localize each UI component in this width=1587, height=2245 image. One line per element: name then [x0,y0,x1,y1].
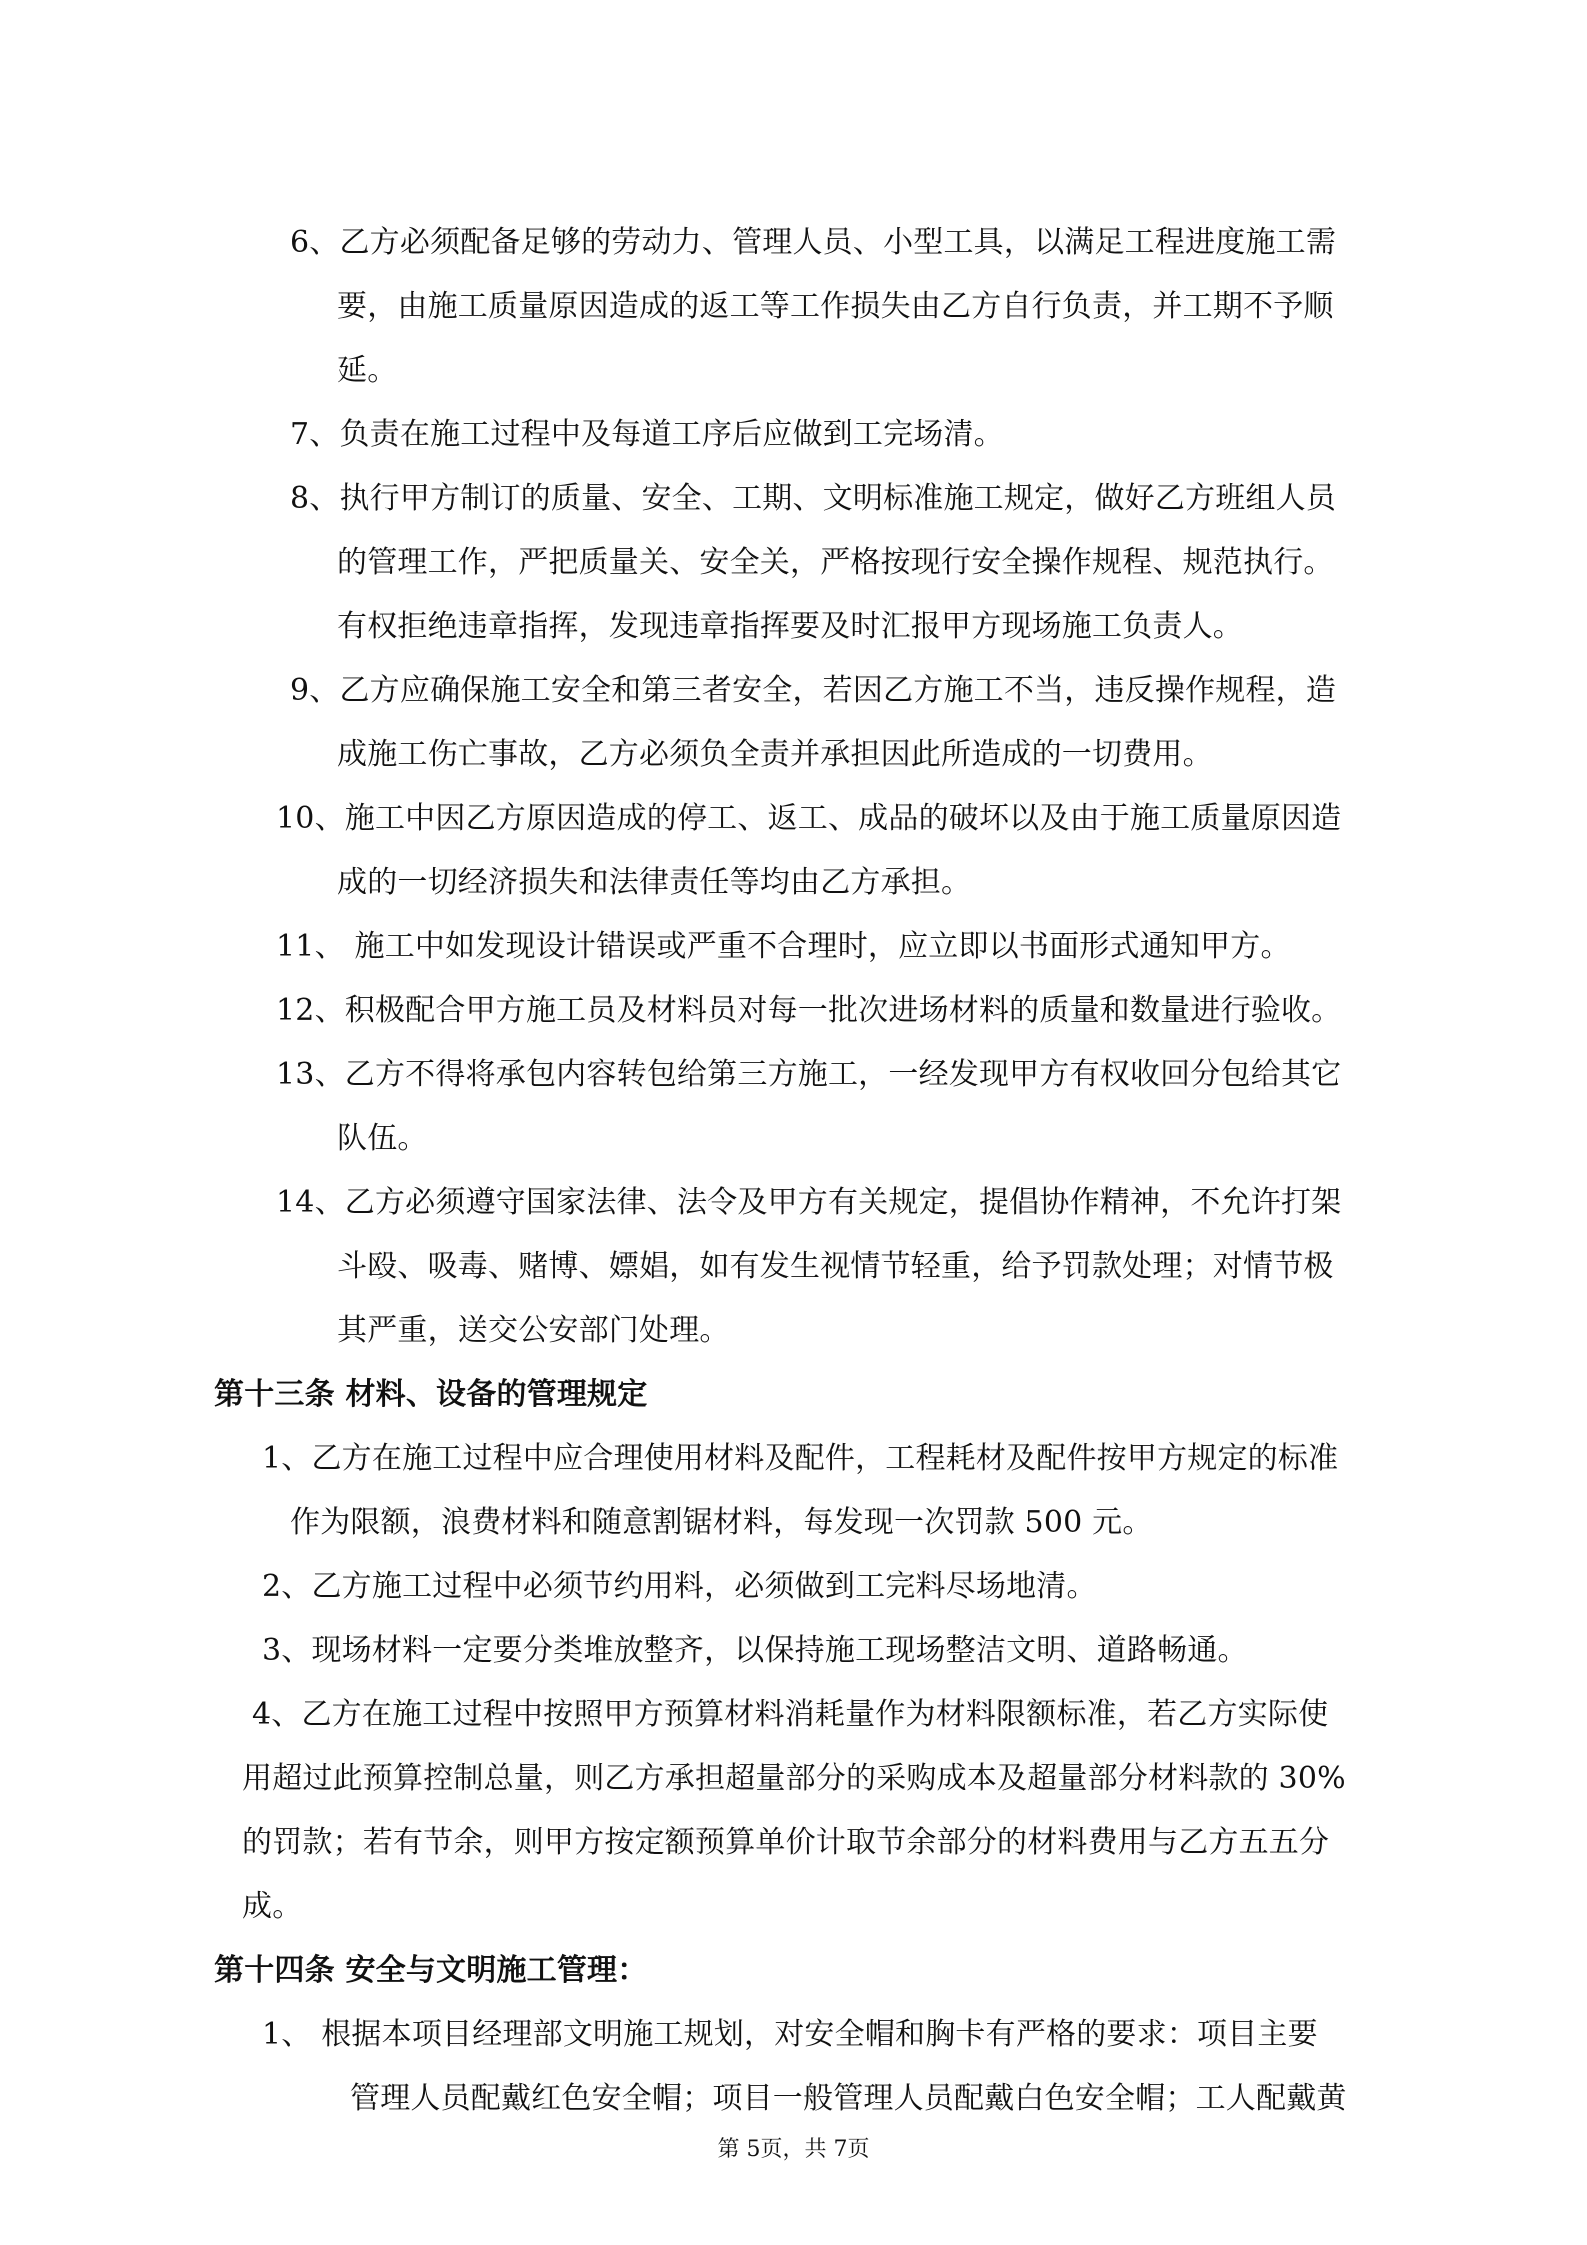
article-13-heading: 第十三条 材料、设备的管理规定 [214,1377,648,1412]
item-11-line-1: 11、 施工中如发现设计错误或严重不合理时，应立即以书面形式通知甲方。 [276,929,1291,964]
item-13-line-1: 13、乙方不得将承包内容转包给第三方施工，一经发现甲方有权收回分包给其它 [276,1057,1342,1092]
article-14-heading: 第十四条 安全与文明施工管理： [214,1953,648,1988]
item-12-line-1: 12、积极配合甲方施工员及材料员对每一批次进场材料的质量和数量进行验收。 [276,993,1342,1028]
item-6-line-1: 6、乙方必须配备足够的劳动力、管理人员、小型工具，以满足工程进度施工需 [290,225,1337,260]
article-13-item-1-line-2: 作为限额，浪费材料和随意割锯材料，每发现一次罚款 500 元。 [290,1505,1153,1540]
article-13-item-4-line-2: 用超过此预算控制总量，则乙方承担超量部分的采购成本及超量部分材料款的 30% [242,1761,1346,1796]
item-6-line-3: 延。 [337,353,398,388]
article-13-item-1-line-1: 1、乙方在施工过程中应合理使用材料及配件，工程耗材及配件按甲方规定的标准 [262,1441,1339,1476]
article-13-item-4-line-1: 4、乙方在施工过程中按照甲方预算材料消耗量作为材料限额标准，若乙方实际使 [252,1697,1329,1732]
item-6-line-2: 要，由施工质量原因造成的返工等工作损失由乙方自行负责，并工期不予顺 [337,289,1334,324]
item-8-line-3: 有权拒绝违章指挥，发现违章指挥要及时汇报甲方现场施工负责人。 [337,609,1243,644]
item-14-line-3: 其严重，送交公安部门处理。 [337,1313,730,1348]
item-14-line-1: 14、乙方必须遵守国家法律、法令及甲方有关规定，提倡协作精神，不允许打架 [276,1185,1342,1220]
item-7-line-1: 7、负责在施工过程中及每道工序后应做到工完场清。 [290,417,1004,452]
item-8-line-2: 的管理工作，严把质量关、安全关，严格按现行安全操作规程、规范执行。 [337,545,1334,580]
page-footer: 第 5页，共 7页 [717,2137,870,2162]
item-14-line-2: 斗殴、吸毒、赌博、嫖娼，如有发生视情节轻重，给予罚款处理；对情节极 [337,1249,1334,1284]
article-13-item-3: 3、现场材料一定要分类堆放整齐，以保持施工现场整洁文明、道路畅通。 [262,1633,1248,1668]
item-10-line-2: 成的一切经济损失和法律责任等均由乙方承担。 [337,865,972,900]
article-13-item-4-line-3: 的罚款；若有节余，则甲方按定额预算单价计取节余部分的材料费用与乙方五五分 [242,1825,1330,1860]
item-9-line-2: 成施工伤亡事故，乙方必须负全责并承担因此所造成的一切费用。 [337,737,1213,772]
item-8-line-1: 8、执行甲方制订的质量、安全、工期、文明标准施工规定，做好乙方班组人员 [290,481,1337,516]
item-9-line-1: 9、乙方应确保施工安全和第三者安全，若因乙方施工不当，违反操作规程，造 [290,673,1337,708]
article-13-item-4-line-4: 成。 [242,1889,303,1924]
article-14-item-1-line-1: 1、 根据本项目经理部文明施工规划，对安全帽和胸卡有严格的要求：项目主要 [262,2017,1318,2052]
item-10-line-1: 10、施工中因乙方原因造成的停工、返工、成品的破坏以及由于施工质量原因造 [276,801,1342,836]
item-13-line-2: 队伍。 [337,1121,428,1156]
article-13-item-2: 2、乙方施工过程中必须节约用料，必须做到工完料尽场地清。 [262,1569,1097,1604]
article-14-item-1-line-2: 管理人员配戴红色安全帽；项目一般管理人员配戴白色安全帽；工人配戴黄 [350,2081,1347,2116]
